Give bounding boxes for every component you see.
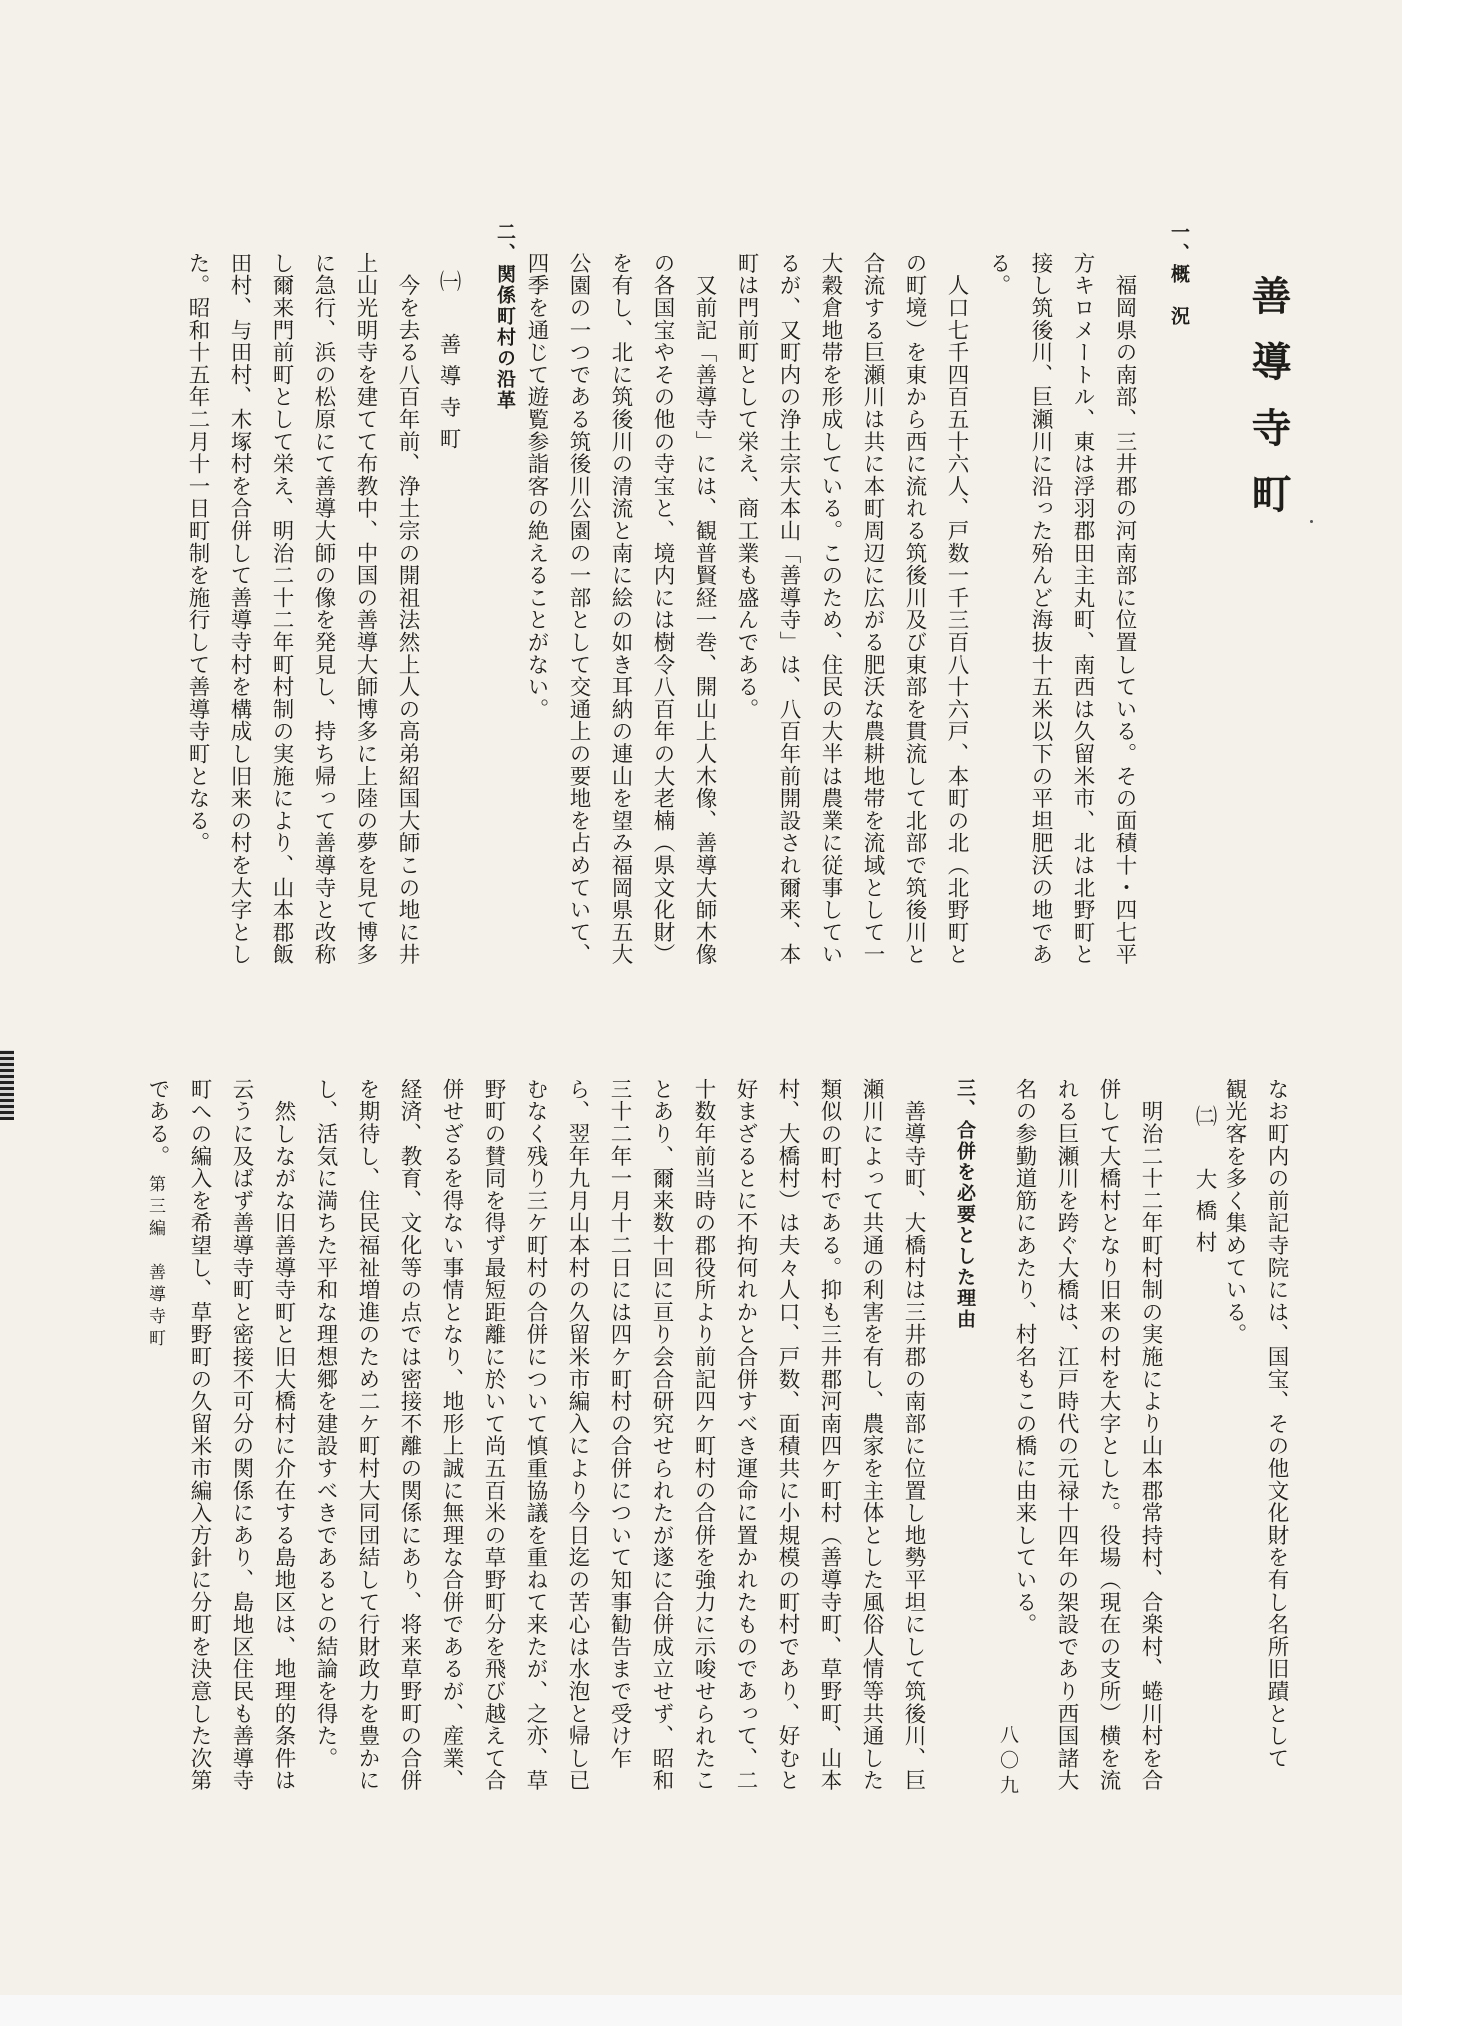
text-line: るが、又町内の浄土宗大本山「善導寺」は、八百年前開設され爾来、本 bbox=[776, 252, 801, 966]
text-line: なお町内の前記寺院には、国宝、その他文化財を有し名所旧蹟として bbox=[1264, 1078, 1289, 1770]
subheading-ohashi: ㈡ 大橋村 bbox=[1192, 1105, 1217, 1263]
subheading-zendoji: ㈠ 善導寺町 bbox=[436, 270, 461, 459]
page-footer: 第三編 善導寺町 bbox=[145, 1175, 165, 1351]
text-line: 人口七千四百五十六人、戸数一千三百八十六戸、本町の北（北野町と bbox=[944, 252, 969, 966]
text-line: 観光客を多く集めている。 bbox=[1222, 1078, 1247, 1346]
text-line: 四季を通じて遊覧参詣客の絶えることがない。 bbox=[524, 252, 549, 721]
text-line: 合流する巨瀬川は共に本町周辺に広がる肥沃な農耕地帯を流域として一 bbox=[860, 252, 885, 966]
text-line: れる巨瀬川を跨ぐ大橋は、江戸時代の元禄十四年の架設であり西国諸大 bbox=[1054, 1078, 1079, 1792]
text-line: の各国宝やその他の寺宝と、境内には樹令八百年の大老楠（県文化財） bbox=[650, 252, 675, 966]
section-heading-history: 二、関係町村の沿革 bbox=[494, 222, 516, 411]
scan-speck bbox=[1310, 520, 1313, 523]
scan-bottom-band bbox=[0, 1995, 1402, 2026]
text-line: 又前記「善導寺」には、観普賢経一巻、開山上人木像、善導大師木像 bbox=[692, 252, 717, 966]
text-line: 類似の町村である。抑も三井郡河南四ケ町村（善導寺町、草野町、山本 bbox=[817, 1078, 842, 1792]
text-line: 名の参勤道筋にあたり、村名もこの橋に由来している。 bbox=[1012, 1078, 1037, 1636]
scan-edge-stripe bbox=[0, 1050, 14, 1120]
text-line: を有し、北に筑後川の清流と南に絵の如き耳納の連山を望み福岡県五大 bbox=[608, 252, 633, 966]
text-line: である。 bbox=[145, 1078, 170, 1168]
text-line: 方キロメートル、東は浮羽郡田主丸町、南西は久留米市、北は北野町と bbox=[1070, 252, 1095, 966]
text-line: 云うに及ばず善導寺町と密接不可分の関係にあり、島地区住民も善導寺 bbox=[229, 1078, 254, 1792]
scan-margin bbox=[1402, 0, 1469, 2026]
text-line: し、活気に満ちた平和な理想郷を建設すべきであるとの結論を得た。 bbox=[313, 1078, 338, 1770]
text-line: 善導寺町、大橋村は三井郡の南部に位置し地勢平坦にして筑後川、巨 bbox=[901, 1078, 926, 1792]
text-line: を期待し、住民福祉増進のため二ケ町村大同団結して行財政力を豊かに bbox=[355, 1078, 380, 1792]
text-line: 併せざるを得ない事情となり、地形上誠に無理な合併であるが、産業、 bbox=[439, 1078, 464, 1792]
text-line: 福岡県の南部、三井郡の河南部に位置している。その面積十・四七平 bbox=[1112, 252, 1137, 966]
text-line: 町は門前町として栄え、商工業も盛んである。 bbox=[734, 252, 759, 721]
text-line: ら、翌年九月山本村の久留米市編入により今日迄の苦心は水泡と帰し已 bbox=[565, 1078, 590, 1792]
text-line: た。昭和十五年二月十一日町制を施行して善導寺町となる。 bbox=[185, 252, 210, 855]
section-heading-merger: 三、合併を必要とした理由 bbox=[954, 1078, 976, 1330]
text-line: 好まざるとに不拘何れかと合併すべき運命に置かれたものであって、二 bbox=[733, 1078, 758, 1792]
text-line: むなく残り三ケ町村の合併について慎重協議を重ねて来たが、之亦、草 bbox=[523, 1078, 548, 1792]
text-line: 明治二十二年町村制の実施により山本郡常持村、合楽村、蜷川村を合 bbox=[1138, 1078, 1163, 1792]
text-line: 大穀倉地帯を形成している。このため、住民の大半は農業に従事してい bbox=[818, 252, 843, 966]
text-line: の町境）を東から西に流れる筑後川及び東部を貫流して北部で筑後川と bbox=[902, 252, 927, 966]
text-line: 公園の一つである筑後川公園の一部として交通上の要地を占めていて、 bbox=[566, 252, 591, 966]
section-heading-overview: 一、概 況 bbox=[1168, 222, 1190, 327]
text-line: 上山光明寺を建てて布教中、中国の善導大師博多に上陸の夢を見て博多 bbox=[353, 252, 378, 966]
text-line: 今を去る八百年前、浄土宗の開祖法然上人の高弟紹国大師この地に井 bbox=[395, 252, 420, 966]
text-line: 十数年前当時の郡役所より前記四ケ町村の合併を強力に示唆せられたこ bbox=[691, 1078, 716, 1792]
text-line: 接し筑後川、巨瀬川に沿った殆んど海抜十五米以下の平坦肥沃の地であ bbox=[1028, 252, 1053, 966]
text-line: 併して大橋村となり旧来の村を大字とした。役場（現在の支所）横を流 bbox=[1096, 1078, 1121, 1792]
text-line: 経済、教育、文化等の点では密接不離の関係にあり、将来草野町の合併 bbox=[397, 1078, 422, 1792]
text-line: 瀬川によって共通の利害を有し、農家を主体とした風俗人情等共通した bbox=[859, 1078, 884, 1792]
text-line: 村、大橋村）は夫々人口、戸数、面積共に小規模の町村であり、好むと bbox=[775, 1078, 800, 1792]
page-title: 善導寺町 bbox=[1245, 275, 1292, 539]
text-line: る。 bbox=[986, 252, 1011, 297]
text-line: 町への編入を希望し、草野町の久留米市編入方針に分町を決意した次第 bbox=[187, 1078, 212, 1792]
text-line: 然しながな旧善導寺町と旧大橋村に介在する島地区は、地理的条件は bbox=[271, 1078, 296, 1792]
text-line: し爾来門前町として栄え、明治二十二年町村制の実施により、山本郡飯 bbox=[269, 252, 294, 966]
text-line: 三十二年一月十二日には四ケ町村の合併について知事勧告まで受け乍 bbox=[607, 1078, 632, 1770]
page-number: 八〇九 bbox=[997, 1725, 1019, 1800]
text-line: に急行、浜の松原にて善導大師の像を発見し、持ち帰って善導寺と改称 bbox=[311, 252, 336, 966]
text-line: とあり、爾来数十回に亘り会合研究せられたが遂に合併成立せず、昭和 bbox=[649, 1078, 674, 1792]
text-line: 田村、与田村、木塚村を合併して善導寺村を構成し旧来の村を大字とし bbox=[227, 252, 252, 966]
text-line: 野町の賛同を得ず最短距離に於いて尚五百米の草野町分を飛び越えて合 bbox=[481, 1078, 506, 1792]
